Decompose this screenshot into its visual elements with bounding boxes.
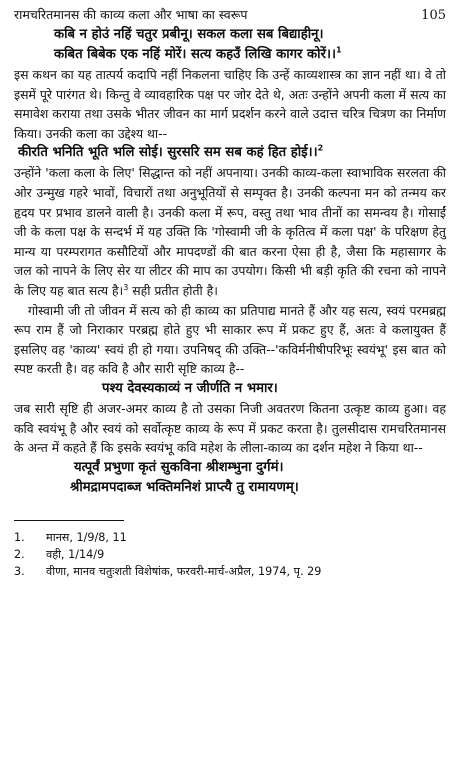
page-number: 105 bbox=[421, 8, 446, 23]
footnote-divider bbox=[14, 520, 124, 521]
verse-3: पश्य देवस्यकाव्यं न जीर्णति न भमार। bbox=[102, 380, 278, 396]
verse-2: कीरति भनिति भूति भलि सोई। सुरसरि सम सब कहं हित होई।।$^2$ bbox=[18, 143, 324, 161]
footnote-3: 3. वीणा, मानव चतुःशती विशेषांक, फरवरी-मार्च-अप्रैल, 1974, पृ. 29 bbox=[14, 564, 322, 578]
paragraph-3: गोस्वामी जी तो जीवन में सत्य को ही काव्य का प्रतिपाद्य मानते हैं और यह सत्य, स्वयं परमब्रह्म रूप राम हैं जो निराकार परब्रह्म होते हुए भी साकार रूप में प्रकट हुए हैं, अतः वे कलायुक्त हैं इसलिए वह 'काव्य' स्वयं ही हो गया। उपनिषद् की उक्ति--'कविर्मनीषीपरिभूः स्वयंभू' इस बात को स्पष्ट करती है। वह कवि है और सारी सृष्टि काव्य है-- bbox=[14, 302, 446, 377]
footnote-ref-1: 1 bbox=[335, 45, 342, 55]
footnote-ref-2: 2 bbox=[317, 143, 324, 153]
footnote-1: 1. मानस, 1/9/8, 11 bbox=[14, 530, 127, 544]
verse-4-line-1: यत्पूर्वं प्रभुणा कृतं सुकविना श्रीशम्भुना दुर्गमं। bbox=[74, 459, 284, 475]
verse-1-line-2: कबित बिबेक एक नहिं मोरें। सत्य कहउँ लिखि कागर कोरें।।$^1$ bbox=[54, 45, 342, 62]
running-title: रामचरितमानस की काव्य कला और भाषा का स्वरूप bbox=[14, 7, 248, 22]
footnote-2: 2. वही, 1/14/9 bbox=[14, 547, 105, 561]
paragraph-1: इस कथन का यह तात्पर्य कदापि नहीं निकलना चाहिए कि उन्हें काव्यशास्त्र का ज्ञान नहीं था। वे तो इसमें पूरे पारंगत थे। किन्तु वे व्यावहारिक पक्ष पर जोर देते थे, अतः उन्होंने अपनी कला में सत्य का समावेश कराया तथा उसके भीतर जीवन का मार्ग प्रदर्शन करने वाले उदात्त चरित्र चित्रण का निर्माण किया। उनकी कला का उद्देश्य था-- bbox=[14, 67, 446, 141]
verse-1-line-1: कबि न होउं नहिं चतुर प्रबीनू। सकल कला सब बिद्याहीनू। bbox=[54, 27, 324, 42]
paragraph-2: उन्होंने 'कला कला के लिए' सिद्धान्त को नहीं अपनाया। उनकी काव्य-कला स्वाभाविक सरलता की ओर उन्मुख गहरे भावों, विचारों तथा अनुभूतियों से सम्पृक्त है। उनकी कल्पना मन को तन्मय कर हृदय पर प्रभाव डालने वाली है। उनकी कला में रूप, वस्तु तथा भाव तीनों का समन्वय है। गोसाईं जी के कला पक्ष के सन्दर्भ में यह उक्ति कि 'गोस्वामी जी के कृतित्व में कला पक्ष' के परिक्षण हेतु मान्य या परम्परागत कसौटियों और मापदण्डों की बात करना ऐसा ही है, जैसा कि महासागर के जल को नापने के लिए सेर या लीटर की माप का उपयोग। किसी भी बड़ी कृति की रचना को नापने के लिए यह बात सत्य है।$^3$ सही प्रतीत होती है। bbox=[14, 165, 446, 298]
verse-4-line-2: श्रीमद्रामपदाब्ज भक्तिमनिशं प्राप्त्यै तु रामायणम्। bbox=[70, 479, 299, 495]
footnote-ref-3: 3 bbox=[123, 282, 129, 292]
running-header bbox=[14, 6, 446, 25]
paragraph-4: जब सारी सृष्टि ही अजर-अमर काव्य है तो उसका निजी अवतरण कितना उत्कृष्ट काव्य हुआ। वह कवि स्वयंभू है और स्वयं को सर्वोत्कृष्ट काव्य के रूप में प्रकट करता है। तुलसीदास रामचरितमानस के अन्त में कहते हैं कि इसके स्वयंभू कवि महेश के लीला-काव्य का दर्शन महेश ने किया था-- bbox=[14, 400, 446, 456]
